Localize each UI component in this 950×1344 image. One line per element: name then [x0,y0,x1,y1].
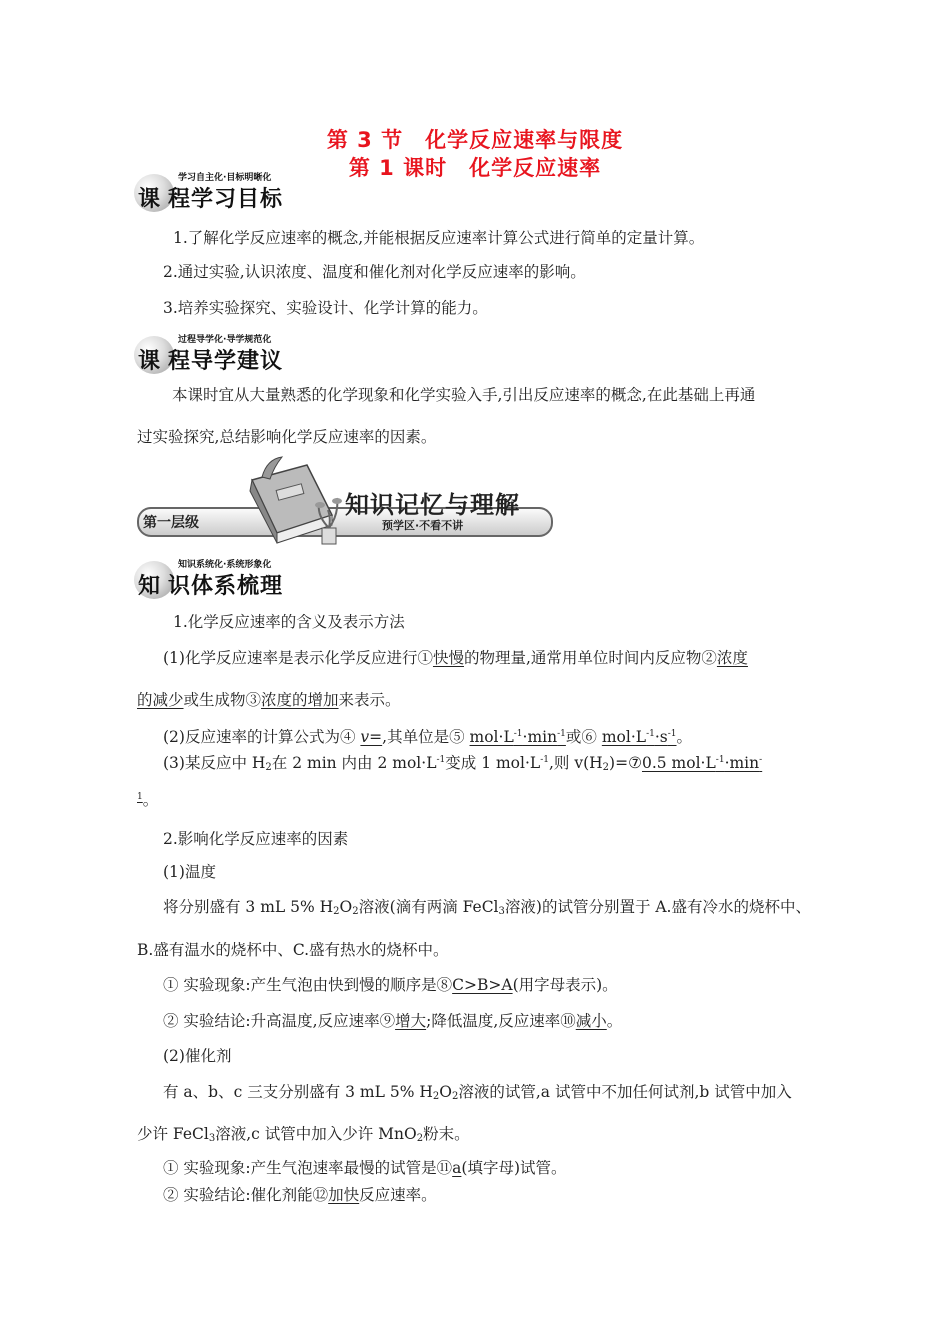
section-title: 程导学建议 [168,349,284,374]
answer-blank: C>B>A [452,976,513,994]
knowledge-heading: 2.影响化学反应速率的因素 [163,830,349,848]
section-initial: 知 [138,574,161,599]
banner-title: 知识记忆与理解 [345,491,520,519]
paragraph-line: ① 实验现象:产生气泡速率最慢的试管是⑪a(填字母)试管。 [163,1159,567,1177]
guidance-paragraph-line: 过实验探究,总结影响化学反应速率的因素。 [137,428,437,446]
paragraph-line: 将分别盛有 3 mL 5% $H_2O_2$溶液(滴有两滴 FeCl$_3$溶液)的试管分别置于 A.盛有冷水的烧杯中、 [163,898,811,917]
level-label: 第一层级 [143,515,199,531]
answer-blank: 减小 [575,1012,607,1030]
paragraph-line: ② 实验结论:催化剂能⑫加快反应速率。 [163,1186,437,1204]
answer-blank: v= [360,728,383,746]
subheading-temperature: (1)温度 [163,863,216,881]
section-tagline: 学习自主化·目标明晰化 [178,173,272,183]
answer-blank: $mol\cdot L^{-1}\cdot s^{-1}$ [601,728,677,746]
guidance-paragraph-line: 本课时宜从大量熟悉的化学现象和化学实验入手,引出反应速率的概念,在此基础上再通 [172,386,756,404]
section-title: 识体系梳理 [168,574,284,599]
paragraph-line: 的减少或生成物③浓度的增加来表示。 [137,691,401,709]
page-subtitle: 第 1 课时 化学反应速率 [348,156,602,180]
answer-blank: a [452,1159,462,1177]
objective-item: 1.了解化学反应速率的概念,并能根据反应速率计算公式进行简单的定量计算。 [173,229,705,247]
objective-item: 2.通过实验,认识浓度、温度和催化剂对化学反应速率的影响。 [163,263,586,281]
paragraph-line: 少许 FeCl$_3$溶液,c 试管中加入少许 MnO$_2$粉末。 [137,1125,470,1144]
level-banner [137,455,552,550]
answer-blank: 浓度的增加 [261,691,339,709]
answer-blank: 快慢 [432,649,464,667]
paragraph-line: ① 实验现象:产生气泡由快到慢的顺序是⑧C>B>A(用字母表示)。 [163,976,618,994]
section-heading-knowledge [134,557,334,603]
answer-blank: 增大 [395,1012,427,1030]
section-tagline: 知识系统化·系统形象化 [178,560,272,570]
paragraph-line: (1)化学反应速率是表示化学反应进行①快慢的物理量,通常用单位时间内反应物②浓度 [163,649,748,667]
answer-blank: 加快 [328,1186,360,1204]
example-line: (3)某反应中 $H_2$在 2 min 内由 2 $mol\cdot L^{-1}$变成 1 $mol\cdot L^{-1}$,则 $v(H_2)=⑦0.5$ $mol\cdot L^{-1}\cdot\min^-$ [163,754,763,773]
knowledge-heading: 1.化学反应速率的含义及表示方法 [173,613,405,631]
banner-subtitle: 预学区·不看不讲 [382,519,464,532]
section-initial: 课 [138,349,161,374]
answer-blank: 1 [137,792,143,802]
answer-blank: $mol\cdot L^{-1}\cdot\min^{-1}$ [469,728,566,746]
section-heading-objectives [134,170,334,216]
section-tagline: 过程导学化·导学规范化 [178,335,272,345]
formula-line: (2)反应速率的计算公式为④ v=,其单位是⑤ $mol\cdot L^{-1}\cdot\min^{-1}$或⑥ $mol\cdot L^{-1}\cdot s^{-1}$。 [163,728,693,746]
paragraph-line: B.盛有温水的烧杯中、C.盛有热水的烧杯中。 [137,941,449,959]
paragraph-line: 有 a、b、c 三支分别盛有 3 mL 5% $H_2O_2$溶液的试管,a 试管中不加任何试剂,b 试管中加入 [163,1083,792,1102]
objective-item: 3.培养实验探究、实验设计、化学计算的能力。 [163,299,488,317]
section-initial: 课 [138,187,161,212]
answer-blank: 0.5 $mol\cdot L^{-1}\cdot\min^-$ [641,754,763,772]
subheading-catalyst: (2)催化剂 [163,1047,232,1065]
plant-icon [313,493,343,548]
section-heading-guidance [134,332,334,378]
answer-blank: 的减少 [137,691,184,709]
example-line-continued: $^1$。 [137,791,159,809]
paragraph-line: ② 实验结论:升高温度,反应速率⑨增大;降低温度,反应速率⑩减小。 [163,1012,623,1030]
answer-blank: 浓度 [716,649,748,667]
section-title: 程学习目标 [168,187,284,212]
page-title: 第 3 节 化学反应速率与限度 [326,128,624,152]
